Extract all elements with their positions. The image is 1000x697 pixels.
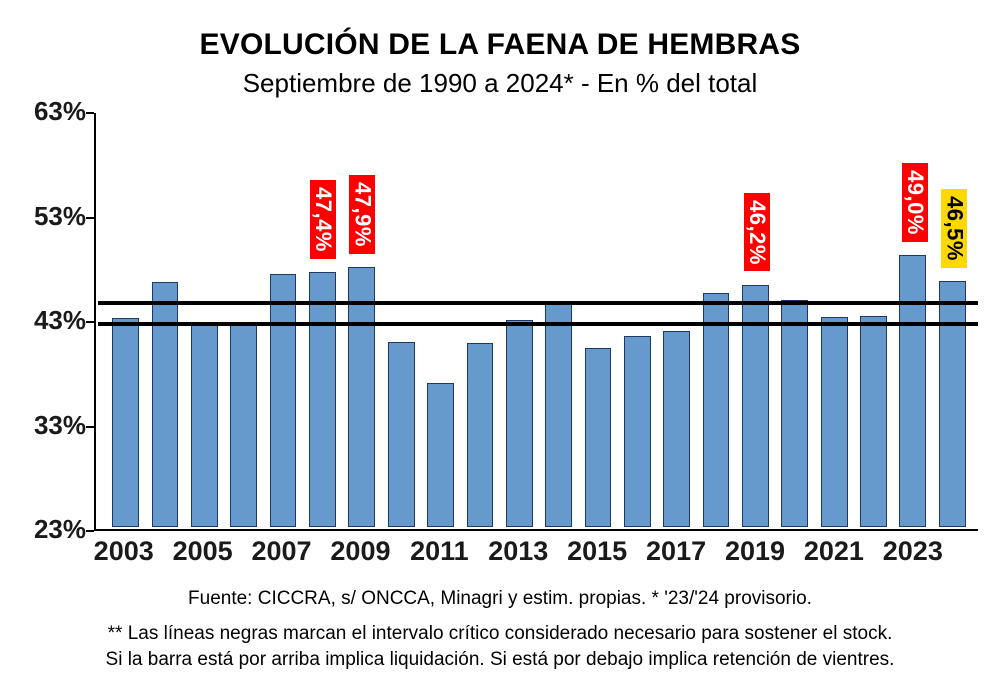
bar-2018 — [703, 293, 730, 527]
bar-column — [106, 113, 145, 527]
footnote — [0, 621, 1000, 672]
bar-column — [460, 113, 499, 527]
callout-2019: 46,2% — [744, 193, 770, 272]
reference-line-1 — [98, 301, 978, 305]
x-axis-label-2021: 2021 — [803, 536, 864, 566]
bar-2022 — [860, 316, 887, 527]
bar-2024 — [939, 281, 966, 527]
x-axis-label-2005: 2005 — [172, 536, 233, 566]
bar-column — [618, 113, 657, 527]
bar-2003 — [112, 318, 139, 527]
y-axis-label-33pct: 33% — [33, 409, 86, 440]
bar-2010 — [388, 342, 415, 527]
footnote-line-1: ** Las líneas negras marcan el intervalo crítico considerado necesario para sostener el stock. — [107, 623, 893, 644]
bar-column — [382, 113, 421, 527]
y-axis-label-23pct: 23% — [33, 514, 86, 544]
x-axis-label-2023: 2023 — [882, 536, 943, 566]
bar-2016 — [624, 336, 651, 527]
page-subtitle: Septiembre de 1990 a 2024* - En % del total — [242, 68, 758, 98]
y-axis-tick — [86, 321, 94, 323]
bar-column — [303, 113, 342, 527]
bar-column — [854, 113, 893, 527]
source-note: Fuente: CICCRA, s/ ONCCA, Minagri y estim. propias. * '23/'24 provisorio. — [188, 588, 812, 609]
x-axis-label-2007: 2007 — [251, 536, 312, 566]
y-axis-tick — [86, 112, 94, 114]
x-axis-label-2009: 2009 — [330, 536, 391, 566]
bar-2004 — [152, 282, 179, 527]
callout-2009: 47,9% — [349, 175, 375, 254]
bar-column — [539, 113, 578, 527]
bar-column — [736, 113, 775, 527]
callout-2023: 49,0% — [902, 163, 928, 242]
x-axis-label-2013: 2013 — [488, 536, 549, 566]
bar-2021 — [821, 317, 848, 527]
bar-2007 — [270, 274, 297, 527]
bar-2005 — [191, 322, 218, 527]
callout-2008: 47,4% — [310, 180, 336, 259]
bar-column — [933, 113, 972, 527]
y-axis-tick — [86, 426, 94, 428]
page-title: EVOLUCIÓN DE LA FAENA DE HEMBRAS — [199, 28, 801, 61]
bar-2015 — [585, 348, 612, 527]
x-axis-label-2015: 2015 — [567, 536, 628, 566]
x-axis-label-2003: 2003 — [93, 536, 154, 566]
plot-area — [94, 113, 978, 531]
bar-column — [263, 113, 302, 527]
reference-line-2 — [98, 322, 978, 326]
bar-2019 — [742, 285, 769, 527]
bar-column — [696, 113, 735, 527]
bar-2013 — [506, 320, 533, 527]
bar-column — [657, 113, 696, 527]
footnote-line-2: Si la barra está por arriba implica liquidación. Si está por debajo implica retención de vientres. — [105, 648, 895, 670]
bar-column — [775, 113, 814, 527]
bar-2020 — [781, 300, 808, 527]
bar-2006 — [230, 325, 257, 527]
bar-column — [185, 113, 224, 527]
y-axis-label-53pct: 53% — [33, 200, 86, 231]
bar-column — [814, 113, 853, 527]
bar-column — [500, 113, 539, 527]
bar-column — [145, 113, 184, 527]
x-axis-label-2011: 2011 — [410, 536, 469, 566]
bar-series — [98, 113, 978, 527]
bar-column — [421, 113, 460, 527]
bar-column — [578, 113, 617, 527]
bar-2009 — [348, 267, 375, 527]
y-axis-tick — [86, 530, 94, 532]
bar-column — [224, 113, 263, 527]
x-axis-label-2019: 2019 — [724, 536, 786, 566]
bar-2008 — [309, 272, 336, 527]
y-axis-label-43pct: 43% — [33, 305, 86, 335]
bar-2017 — [663, 331, 690, 527]
bar-2012 — [467, 343, 494, 527]
bar-2023 — [899, 255, 926, 527]
y-axis-label-63pct: 63% — [33, 96, 86, 126]
x-axis — [94, 536, 978, 576]
x-axis-label-2017: 2017 — [646, 536, 707, 566]
y-axis — [0, 96, 94, 544]
bar-2011 — [427, 383, 454, 527]
callout-2024: 46,5% — [941, 189, 967, 268]
bar-2014 — [545, 301, 572, 527]
y-axis-tick — [86, 217, 94, 219]
